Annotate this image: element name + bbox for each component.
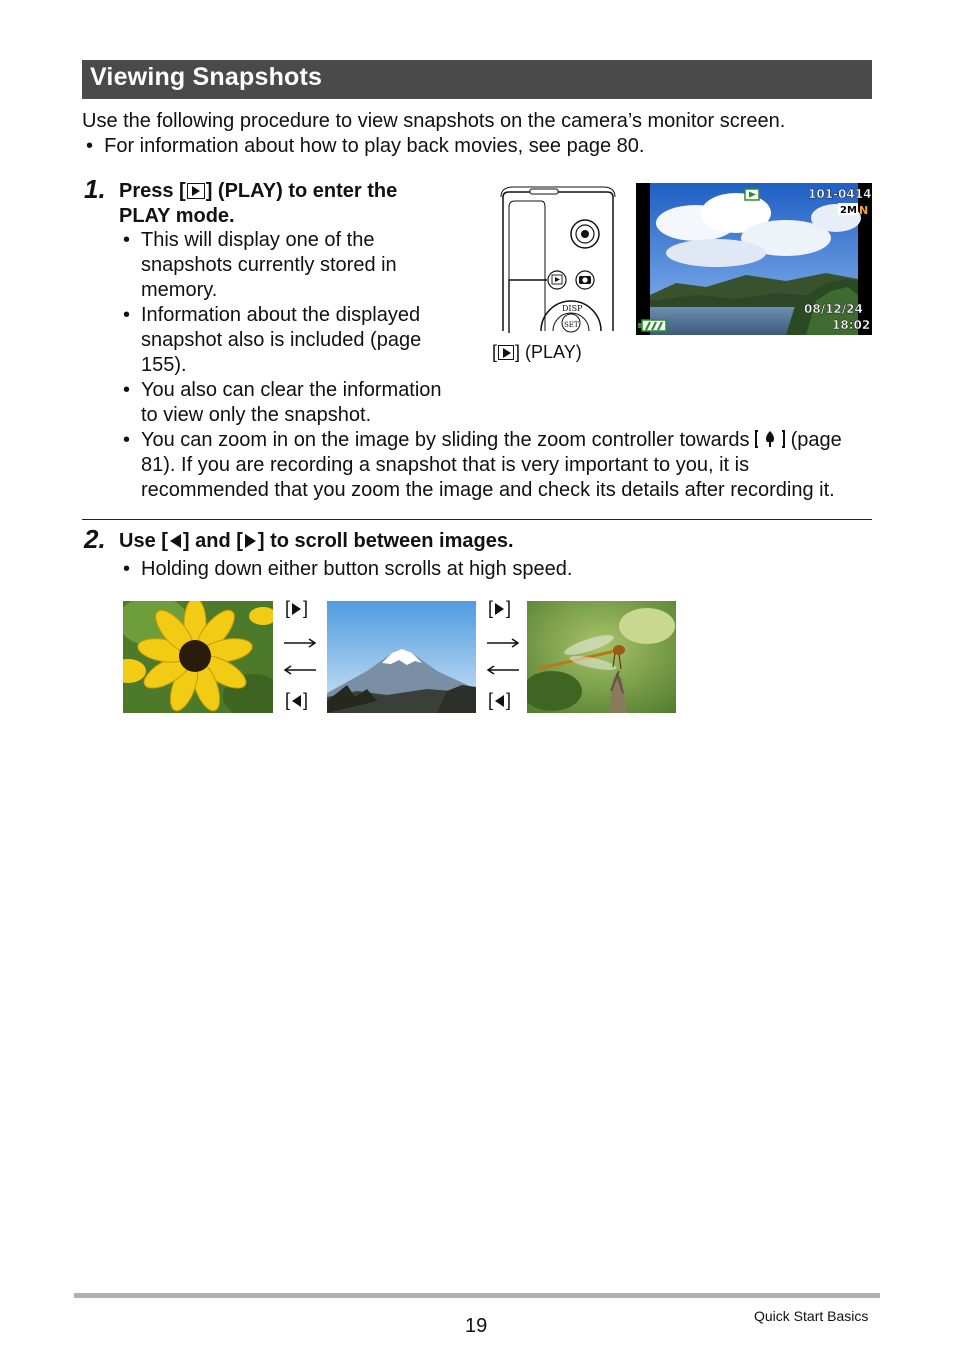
telephoto-icon (755, 429, 785, 449)
section-title: Viewing Snapshots (90, 63, 323, 91)
next-label-2: [ ] (488, 598, 512, 618)
play-icon (187, 183, 205, 199)
set-button-label: SET (564, 321, 579, 329)
scroll-arrows-2 (486, 636, 520, 678)
left-arrow-icon (292, 695, 301, 707)
sample-image-mountain (327, 601, 476, 713)
photo-time: 18:02 (832, 318, 871, 332)
step1-heading-line1: Press [ ] (PLAY) to enter the (119, 180, 398, 202)
right-arrow-icon (245, 534, 256, 548)
next-label-1: [ ] (285, 598, 309, 618)
step2-heading: Use [ ] and [ ] to scroll between images. (119, 530, 514, 552)
intro-bullet: • For information about how to play back movies, see page 80. (86, 135, 645, 157)
right-arrow-icon (292, 603, 301, 615)
step1-number: 1. (84, 174, 106, 204)
monitor-screen-photo (636, 183, 872, 335)
prev-label-2: [ ] (488, 690, 512, 710)
footer-rule (74, 1293, 880, 1298)
image-size: 2M (840, 205, 857, 216)
play-button-caption: [ ] (PLAY) (492, 342, 582, 362)
left-arrow-icon (495, 695, 504, 707)
intro-text: Use the following procedure to view snapshots on the camera’s monitor screen. (82, 110, 786, 132)
sample-image-flower (123, 601, 273, 713)
right-arrow-icon (495, 603, 504, 615)
step2-number: 2. (84, 524, 106, 554)
photo-date: 08/12/24 (804, 302, 863, 316)
file-number: 101-0414 (808, 187, 872, 201)
footer-section-name: Quick Start Basics (754, 1308, 869, 1324)
page-number: 19 (465, 1315, 488, 1337)
step2-bullet: • Holding down either button scrolls at high speed. (123, 558, 573, 580)
left-arrow-icon (170, 534, 181, 548)
disp-button-label: DISP (562, 304, 583, 313)
step-divider (82, 519, 872, 520)
sample-image-dragonfly (527, 601, 676, 713)
intro-bullet-text: For information about how to play back movies, see page 80. (104, 135, 645, 157)
scroll-arrows-1 (283, 636, 317, 678)
image-quality: N (859, 204, 869, 217)
step1-heading-line2: PLAY mode. (119, 205, 235, 227)
play-icon (498, 345, 514, 360)
camera-back-illustration (495, 183, 620, 333)
prev-label-1: [ ] (285, 690, 309, 710)
